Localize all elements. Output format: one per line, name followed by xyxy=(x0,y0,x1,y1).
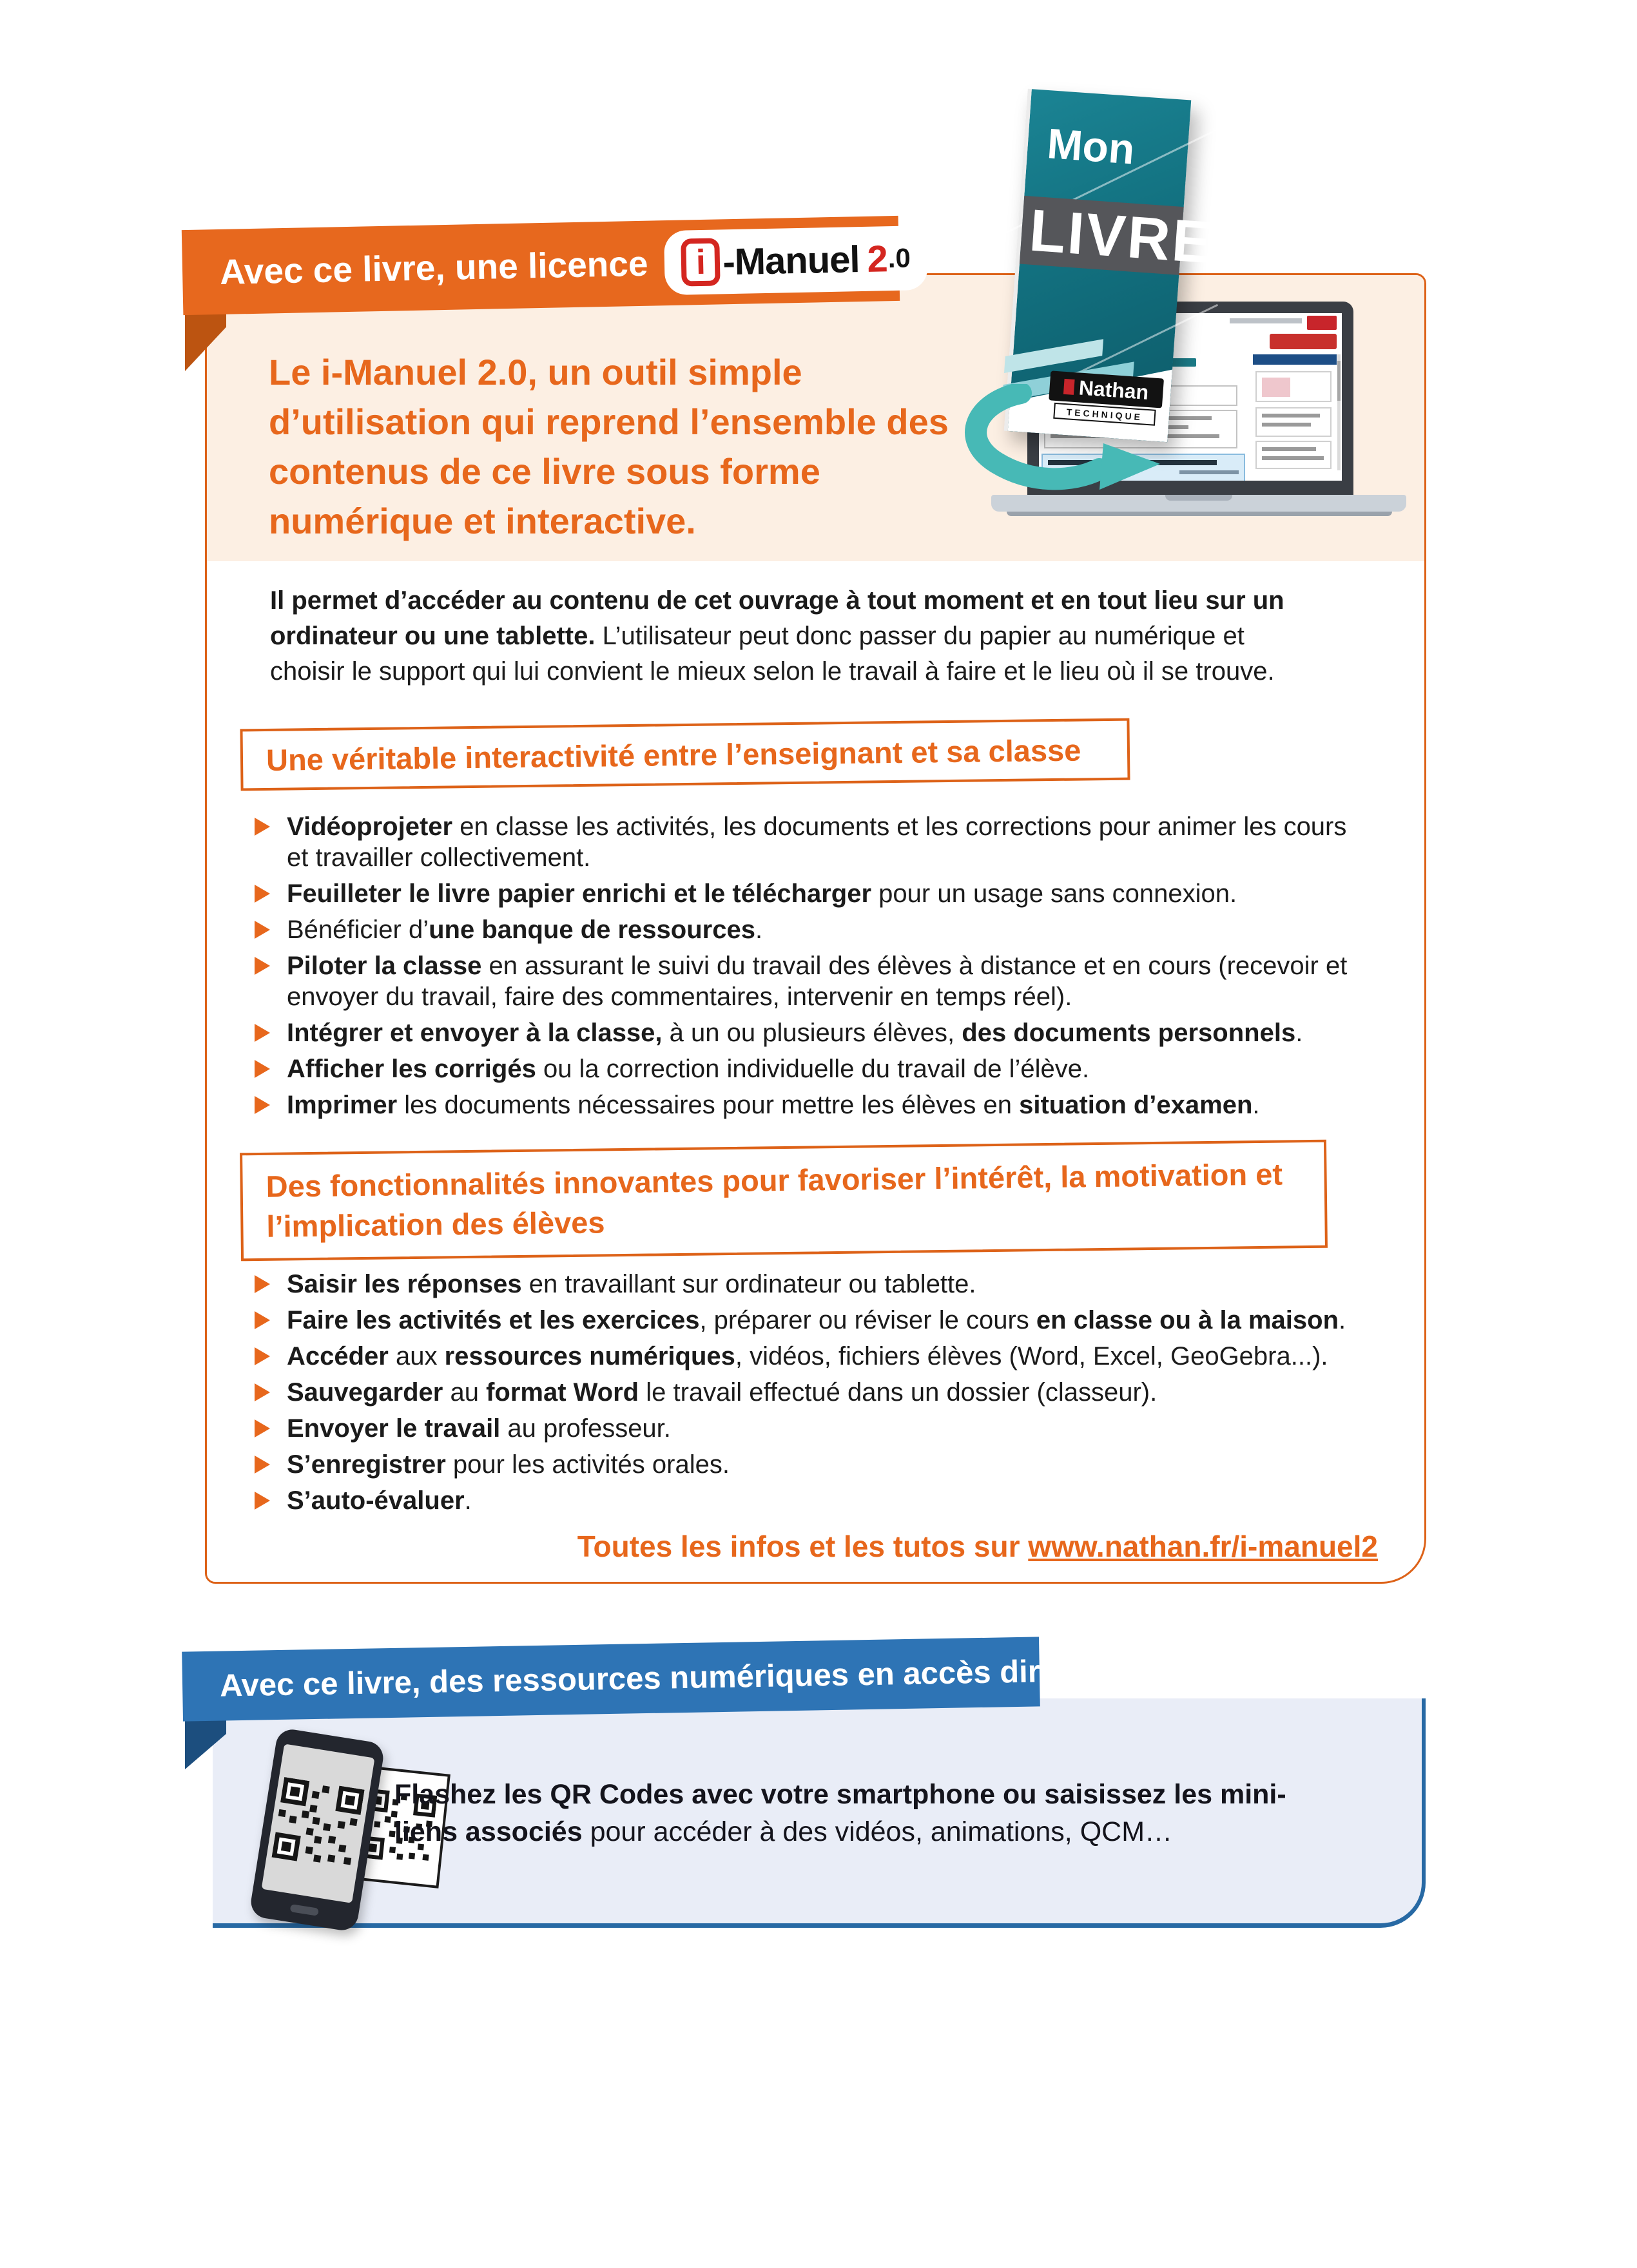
bullet-item xyxy=(253,1305,1375,1336)
bullet-text: Saisir les réponses en travaillant sur ordinateur ou tablette. xyxy=(287,1270,976,1298)
nathan-logo-text: Nathan xyxy=(1078,375,1150,404)
imanuel-logo-version-major: 2 xyxy=(866,237,889,280)
screen-text-line xyxy=(1262,414,1320,418)
phone-home-button xyxy=(290,1904,319,1916)
bullet-arrow-icon xyxy=(255,1347,270,1365)
screen-button xyxy=(1270,334,1337,349)
bullet-arrow-icon xyxy=(255,1456,270,1474)
bullet-item xyxy=(253,1017,1375,1048)
bullet-list-features xyxy=(253,1269,1375,1521)
bullet-text: Faire les activités et les exercices, préparer ou réviser le cours en classe ou à la maison. xyxy=(287,1306,1346,1334)
screen-scrollbar xyxy=(1337,354,1341,470)
qr-code xyxy=(271,1777,364,1870)
screen-doc-thumbnail xyxy=(1255,441,1332,469)
screen-text-line xyxy=(1262,456,1324,460)
bullet-item xyxy=(253,811,1375,873)
nathan-tagline: TECHNIQUE xyxy=(1053,403,1156,426)
bullet-item xyxy=(253,1053,1375,1084)
info-link-prefix: Toutes les infos et les tutos sur xyxy=(577,1530,1029,1563)
bullet-arrow-icon xyxy=(255,921,270,939)
screen-text-line xyxy=(1262,423,1311,427)
screen-thumbnail-image xyxy=(1262,378,1290,397)
resources-banner-text: Avec ce livre, des ressources numériques en accès direct xyxy=(219,1653,1087,1704)
bullet-text: Bénéficier d’une banque de ressources. xyxy=(287,916,763,944)
screen-scrollbar-thumb xyxy=(1337,361,1341,401)
license-banner-text: Avec ce livre, une licence xyxy=(219,243,649,292)
bullet-arrow-icon xyxy=(255,885,270,903)
bullet-item xyxy=(253,1449,1375,1480)
bullet-arrow-icon xyxy=(255,1419,270,1437)
screen-toolbar-line xyxy=(1179,470,1239,474)
bullet-arrow-icon xyxy=(255,1024,270,1042)
book-title-line2: LIVRE xyxy=(1027,197,1216,276)
screen-sidebar-header xyxy=(1253,354,1337,365)
bullet-arrow-icon xyxy=(255,957,270,975)
screen-block xyxy=(1230,318,1302,323)
section-title-features xyxy=(240,1140,1328,1262)
bullet-text: Envoyer le travail au professeur. xyxy=(287,1414,671,1443)
arrow-book-to-laptop-icon xyxy=(959,384,1172,500)
bullet-list-interactivity xyxy=(253,811,1375,1126)
imanuel-logo-name: -Manuel xyxy=(722,238,860,283)
bullet-item xyxy=(253,1269,1375,1300)
bullet-item xyxy=(253,1485,1375,1516)
screen-nathan-badge xyxy=(1307,316,1337,330)
bullet-text: Accéder aux ressources numériques, vidéos, fichiers élèves (Word, Excel, GeoGebra...). xyxy=(287,1342,1328,1370)
bullet-text: Feuilleter le livre papier enrichi et le télécharger pour un usage sans connexion. xyxy=(287,879,1237,908)
bullet-arrow-icon xyxy=(255,1492,270,1510)
bullet-arrow-icon xyxy=(255,1311,270,1329)
bullet-arrow-icon xyxy=(255,1060,270,1078)
description-paragraph: Il permet d’accéder au contenu de cet ouvrage à tout moment et en tout lieu sur un ordinateur ou une tablette. L’utilisateur peut donc passer du papier au numérique et choisir le support qui lui convient le mieux selon le travail à faire et le lieu où il se trouve. xyxy=(270,586,1284,686)
bullet-item xyxy=(253,950,1375,1012)
section-title-text: Une véritable interactivité entre l’enseignant et sa classe xyxy=(266,732,1081,777)
screen-doc-thumbnail xyxy=(1255,371,1332,402)
bullet-arrow-icon xyxy=(255,1275,270,1293)
imanuel-i-icon: i xyxy=(681,238,721,286)
imanuel-logo-version-minor: .0 xyxy=(887,242,911,274)
imanuel-logo xyxy=(664,226,927,295)
bullet-item xyxy=(253,878,1375,909)
bullet-arrow-icon xyxy=(255,1383,270,1401)
bullet-arrow-icon xyxy=(255,818,270,836)
screen-text-line xyxy=(1262,447,1316,451)
qr-instructions: Flashez les QR Codes avec votre smartphone ou saisissez les mini-liens associés pour accéder à des vidéos, animations, QCM… xyxy=(394,1779,1286,1847)
laptop-base-notch xyxy=(1165,495,1232,501)
bullet-item xyxy=(253,1341,1375,1372)
bullet-text: S’enregistrer pour les activités orales. xyxy=(287,1450,730,1479)
bullet-item xyxy=(253,1090,1375,1120)
section-title-text: Des fonctionnalités innovantes pour favoriser l’intérêt, la motivation et l’implication des élèves xyxy=(266,1157,1283,1244)
phone-screen xyxy=(262,1744,375,1903)
bullet-arrow-icon xyxy=(255,1096,270,1114)
license-banner xyxy=(182,216,911,315)
info-link-line xyxy=(577,1529,1378,1564)
bullet-item xyxy=(253,1413,1375,1444)
screen-doc-thumbnail xyxy=(1255,407,1332,437)
intro-heading: Le i-Manuel 2.0, un outil simple d’utilisation qui reprend l’ensemble des contenus de ce livre sous forme numérique et interactive. xyxy=(269,352,949,541)
bullet-text: Vidéoprojeter en classe les activités, les documents et les corrections pour animer les cours et travailler collectivement. xyxy=(287,812,1347,872)
bullet-text: Afficher les corrigés ou la correction individuelle du travail de l’élève. xyxy=(287,1055,1090,1083)
bullet-text: Imprimer les documents nécessaires pour mettre les élèves en situation d’examen. xyxy=(287,1091,1260,1119)
book-title-band xyxy=(1020,196,1216,276)
section-title-interactivity xyxy=(240,718,1130,791)
bullet-item xyxy=(253,914,1375,945)
nathan-imanuel-link[interactable]: www.nathan.fr/i-manuel2 xyxy=(1028,1530,1378,1563)
laptop-base-shadow xyxy=(1007,512,1392,516)
bullet-text: Piloter la classe en assurant le suivi du travail des élèves à distance et en cours (recevoir et envoyer du travail, faire des commentaires, intervenir en temps réel). xyxy=(287,952,1348,1011)
bullet-text: Sauvegarder au format Word le travail effectué dans un dossier (classeur). xyxy=(287,1378,1158,1407)
bullet-text: Intégrer et envoyer à la classe, à un ou plusieurs élèves, des documents personnels. xyxy=(287,1019,1303,1047)
bullet-text: S’auto-évaluer. xyxy=(287,1486,472,1515)
book-title-line1: Mon xyxy=(1045,119,1136,173)
bullet-item xyxy=(253,1377,1375,1408)
